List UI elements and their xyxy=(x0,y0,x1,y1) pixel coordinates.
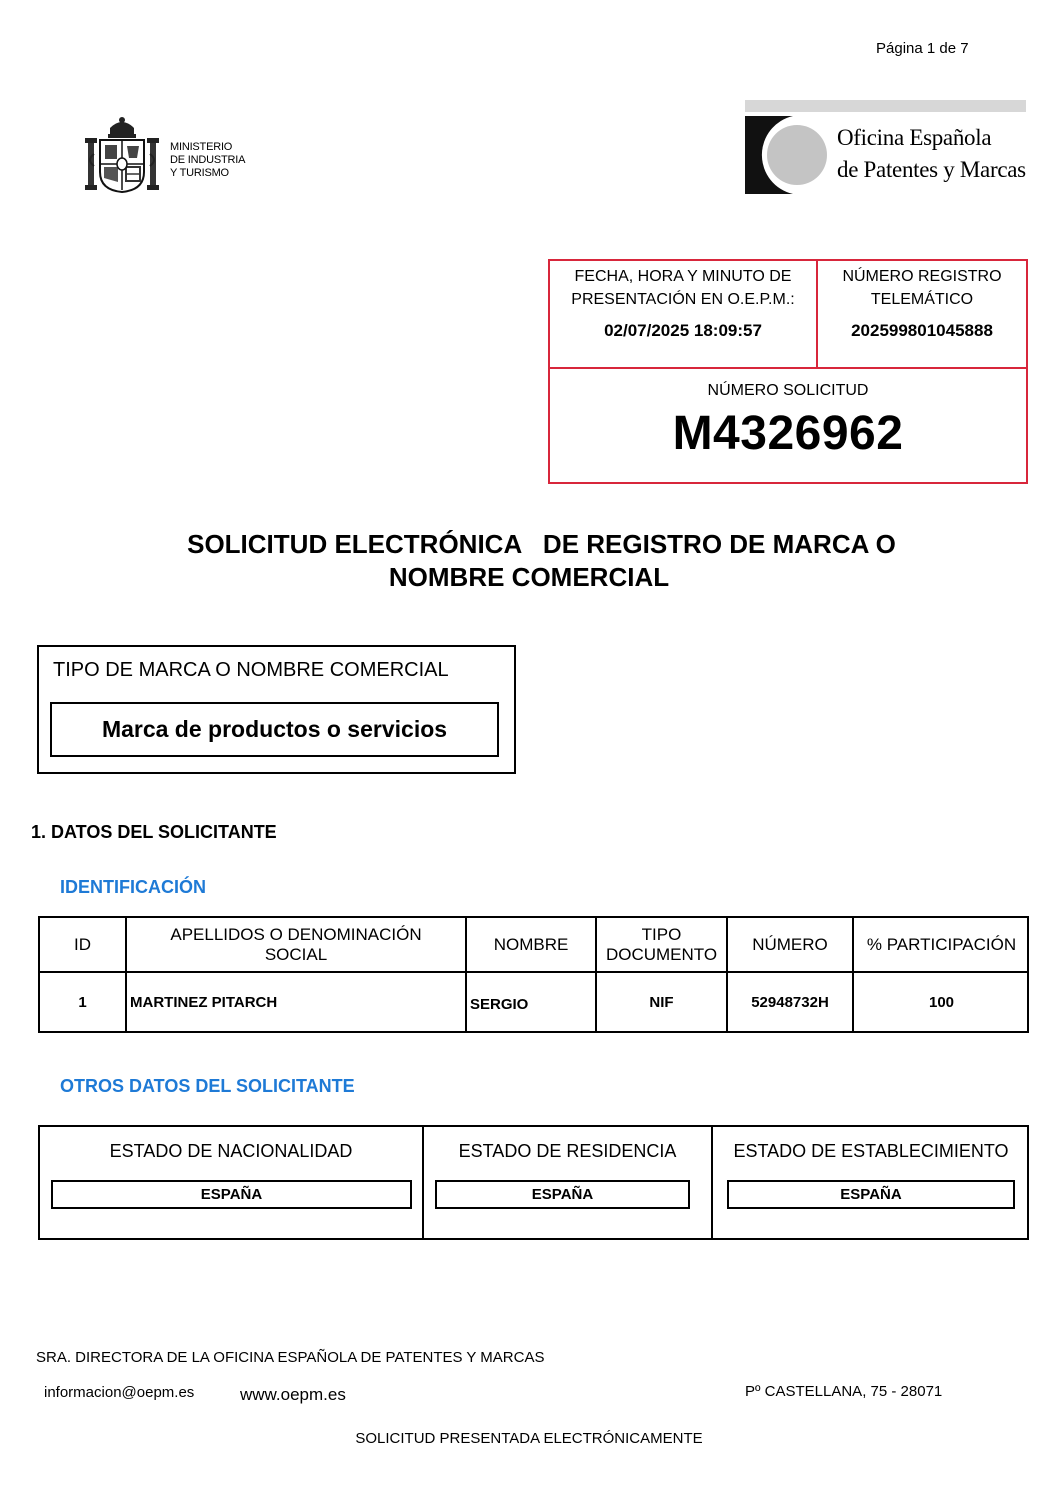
registry-number-label: NÚMERO REGISTRO TELEMÁTICO xyxy=(842,268,1002,308)
ministry-logo xyxy=(84,114,264,198)
submission-date-cell xyxy=(550,261,818,367)
coat-of-arms-icon xyxy=(84,114,160,194)
column-surname xyxy=(127,918,467,1031)
document-title-line1: SOLICITUD ELECTRÓNICA DE REGISTRO DE MARCA O xyxy=(187,529,896,559)
mark-type-label: TIPO DE MARCA O NOMBRE COMERCIAL xyxy=(53,659,449,681)
nationality-value: ESPAÑA xyxy=(51,1180,412,1209)
registry-number-value: 202599801045888 xyxy=(851,321,993,340)
registry-number-cell xyxy=(818,261,1026,367)
registration-box xyxy=(548,259,1028,484)
column-header: APELLIDOS O DENOMINACIÓN SOCIAL xyxy=(170,925,422,964)
nationality-cell xyxy=(40,1127,424,1238)
column-header: NÚMERO xyxy=(752,935,828,954)
establishment-value: ESPAÑA xyxy=(727,1180,1015,1209)
table-cell-doc-type: NIF xyxy=(649,993,674,1011)
establishment-cell xyxy=(713,1127,1029,1238)
mark-type-value: Marca de productos o servicios xyxy=(50,702,499,757)
office-logo-bar xyxy=(745,100,1026,112)
submission-date-label: FECHA, HORA Y MINUTO DE PRESENTACIÓN EN O.E.P.M.: xyxy=(571,268,795,308)
table-cell-surname: MARTINEZ PITARCH xyxy=(130,993,278,1011)
submission-date-value: 02/07/2025 18:09:57 xyxy=(604,321,762,340)
page-indicator: Página 1 de 7 xyxy=(876,40,969,57)
footer-email-link[interactable]: informacion@oepm.es xyxy=(44,1384,195,1401)
column-header: % PARTICIPACIÓN xyxy=(866,935,1017,954)
table-cell-participation: 100 xyxy=(928,993,955,1011)
column-number xyxy=(728,918,854,1031)
application-number-value: M4326962 xyxy=(672,407,904,460)
footer-address: Pº CASTELLANA, 75 - 28071 xyxy=(745,1383,943,1400)
residence-cell xyxy=(424,1127,713,1238)
mark-type-box xyxy=(37,645,516,774)
column-header: ID xyxy=(74,935,91,954)
other-data-heading: OTROS DATOS DEL SOLICITANTE xyxy=(60,1076,355,1096)
column-header: TIPO DOCUMENTO xyxy=(605,925,718,964)
office-name: Oficina Española de Patentes y Marcas xyxy=(837,125,1026,182)
application-number-label: NÚMERO SOLICITUD xyxy=(707,382,869,399)
nationality-label: ESTADO DE NACIONALIDAD xyxy=(109,1141,353,1161)
ministry-name: MINISTERIO DE INDUSTRIA Y TURISMO xyxy=(170,141,246,179)
table-cell-name: SERGIO xyxy=(470,995,529,1013)
column-name xyxy=(467,918,597,1031)
column-doc-type xyxy=(597,918,728,1031)
office-logo xyxy=(745,116,1035,196)
oepm-half-circle-icon xyxy=(745,116,833,196)
column-participation xyxy=(854,918,1029,1031)
table-cell-id: 1 xyxy=(78,993,87,1011)
column-header: NOMBRE xyxy=(493,935,569,954)
document-title-line2: NOMBRE COMERCIAL xyxy=(388,562,670,592)
residence-label: ESTADO DE RESIDENCIA xyxy=(458,1141,677,1161)
section-heading-applicant: 1. DATOS DEL SOLICITANTE xyxy=(31,822,277,842)
footer-recipient: SRA. DIRECTORA DE LA OFICINA ESPAÑOLA DE PATENTES Y MARCAS xyxy=(36,1349,545,1366)
application-number-cell xyxy=(550,369,1026,461)
residence-value: ESPAÑA xyxy=(435,1180,690,1209)
column-id xyxy=(40,918,127,1031)
footer-website-link[interactable]: www.oepm.es xyxy=(240,1385,346,1404)
applicant-table xyxy=(38,916,1029,1033)
establishment-label: ESTADO DE ESTABLECIMIENTO xyxy=(733,1141,1009,1161)
document-title xyxy=(0,528,1058,594)
other-data-table xyxy=(38,1125,1029,1240)
footer-note: SOLICITUD PRESENTADA ELECTRÓNICAMENTE xyxy=(355,1430,703,1447)
identification-heading: IDENTIFICACIÓN xyxy=(60,877,206,897)
table-cell-number: 52948732H xyxy=(751,993,829,1011)
